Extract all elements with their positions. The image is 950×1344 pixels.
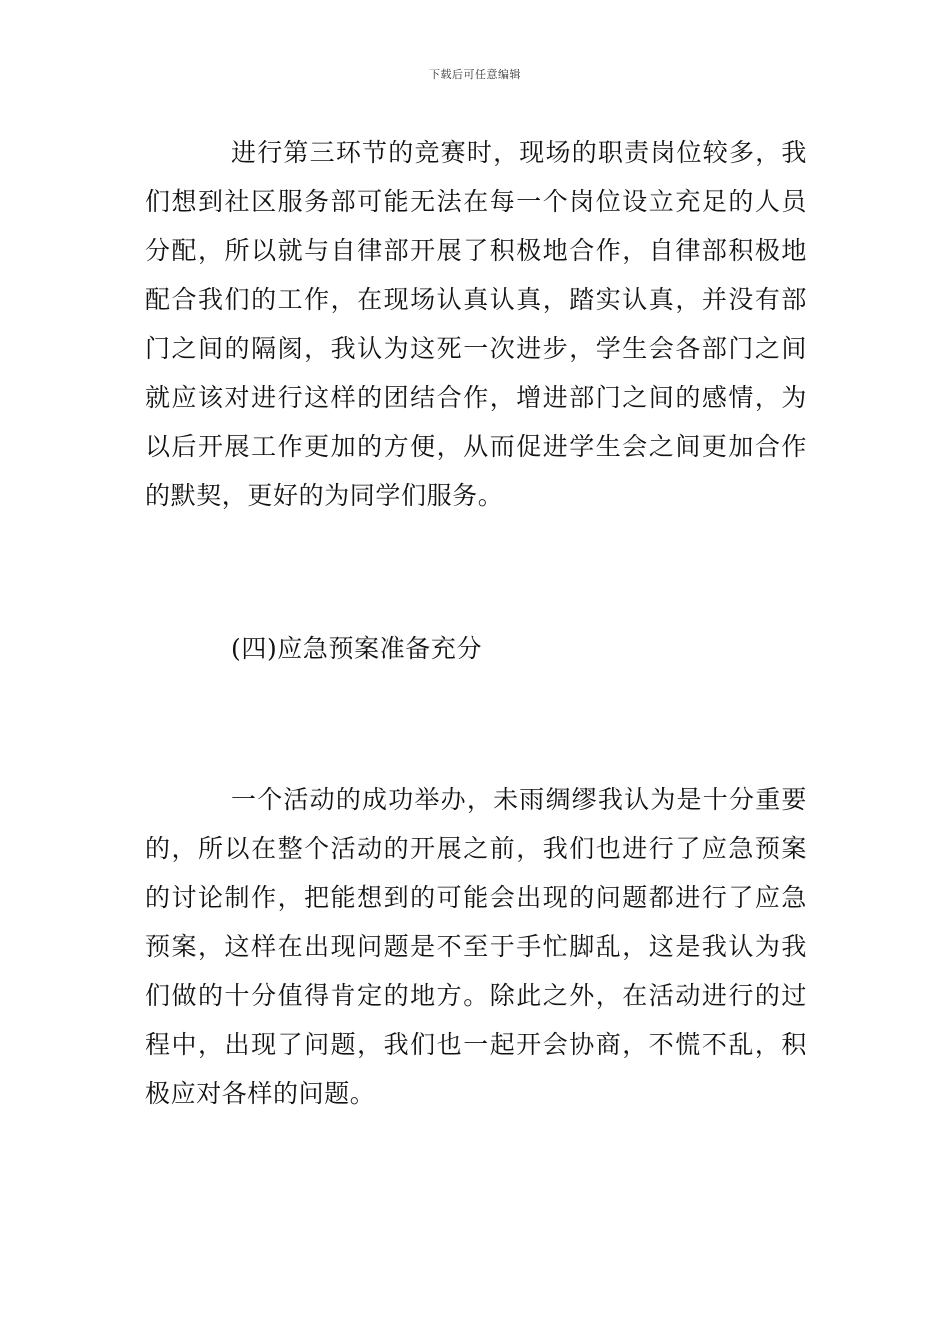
section-heading: (四)应急预案准备充分 <box>231 634 483 663</box>
page-header-note: 下载后可任意编辑 <box>429 68 521 81</box>
body-paragraph: 进行第三环节的竞赛时，现场的职责岗位较多，我们想到社区服务部可能无法在每一个岗位设立充足的人员分配，所以就与自律部开展了积极地合作，自律部积极地配合我们的工作，在现场认真认真，踏实认真，并没有部门之间的隔阂，我认为这死一次进步，学生会各部门之间就应该对进行这样的团结合作，增进部门之间的感情，为以后开展工作更加的方便，从而促进学生会之间更加合作的默契，更好的为同学们服务。 <box>145 138 807 510</box>
body-paragraph: 一个活动的成功举办，未雨绸缪我认为是十分重要的，所以在整个活动的开展之前，我们也进行了应急预案的讨论制作，把能想到的可能会出现的问题都进行了应急预案，这样在出现问题是不至于手忙脚乱，这是我认为我们做的十分值得肯定的地方。除此之外，在活动进行的过程中，出现了问题，我们也一起开会协商，不慌不乱，积极应对各样的问题。 <box>145 785 807 1108</box>
document-body <box>145 128 807 1108</box>
